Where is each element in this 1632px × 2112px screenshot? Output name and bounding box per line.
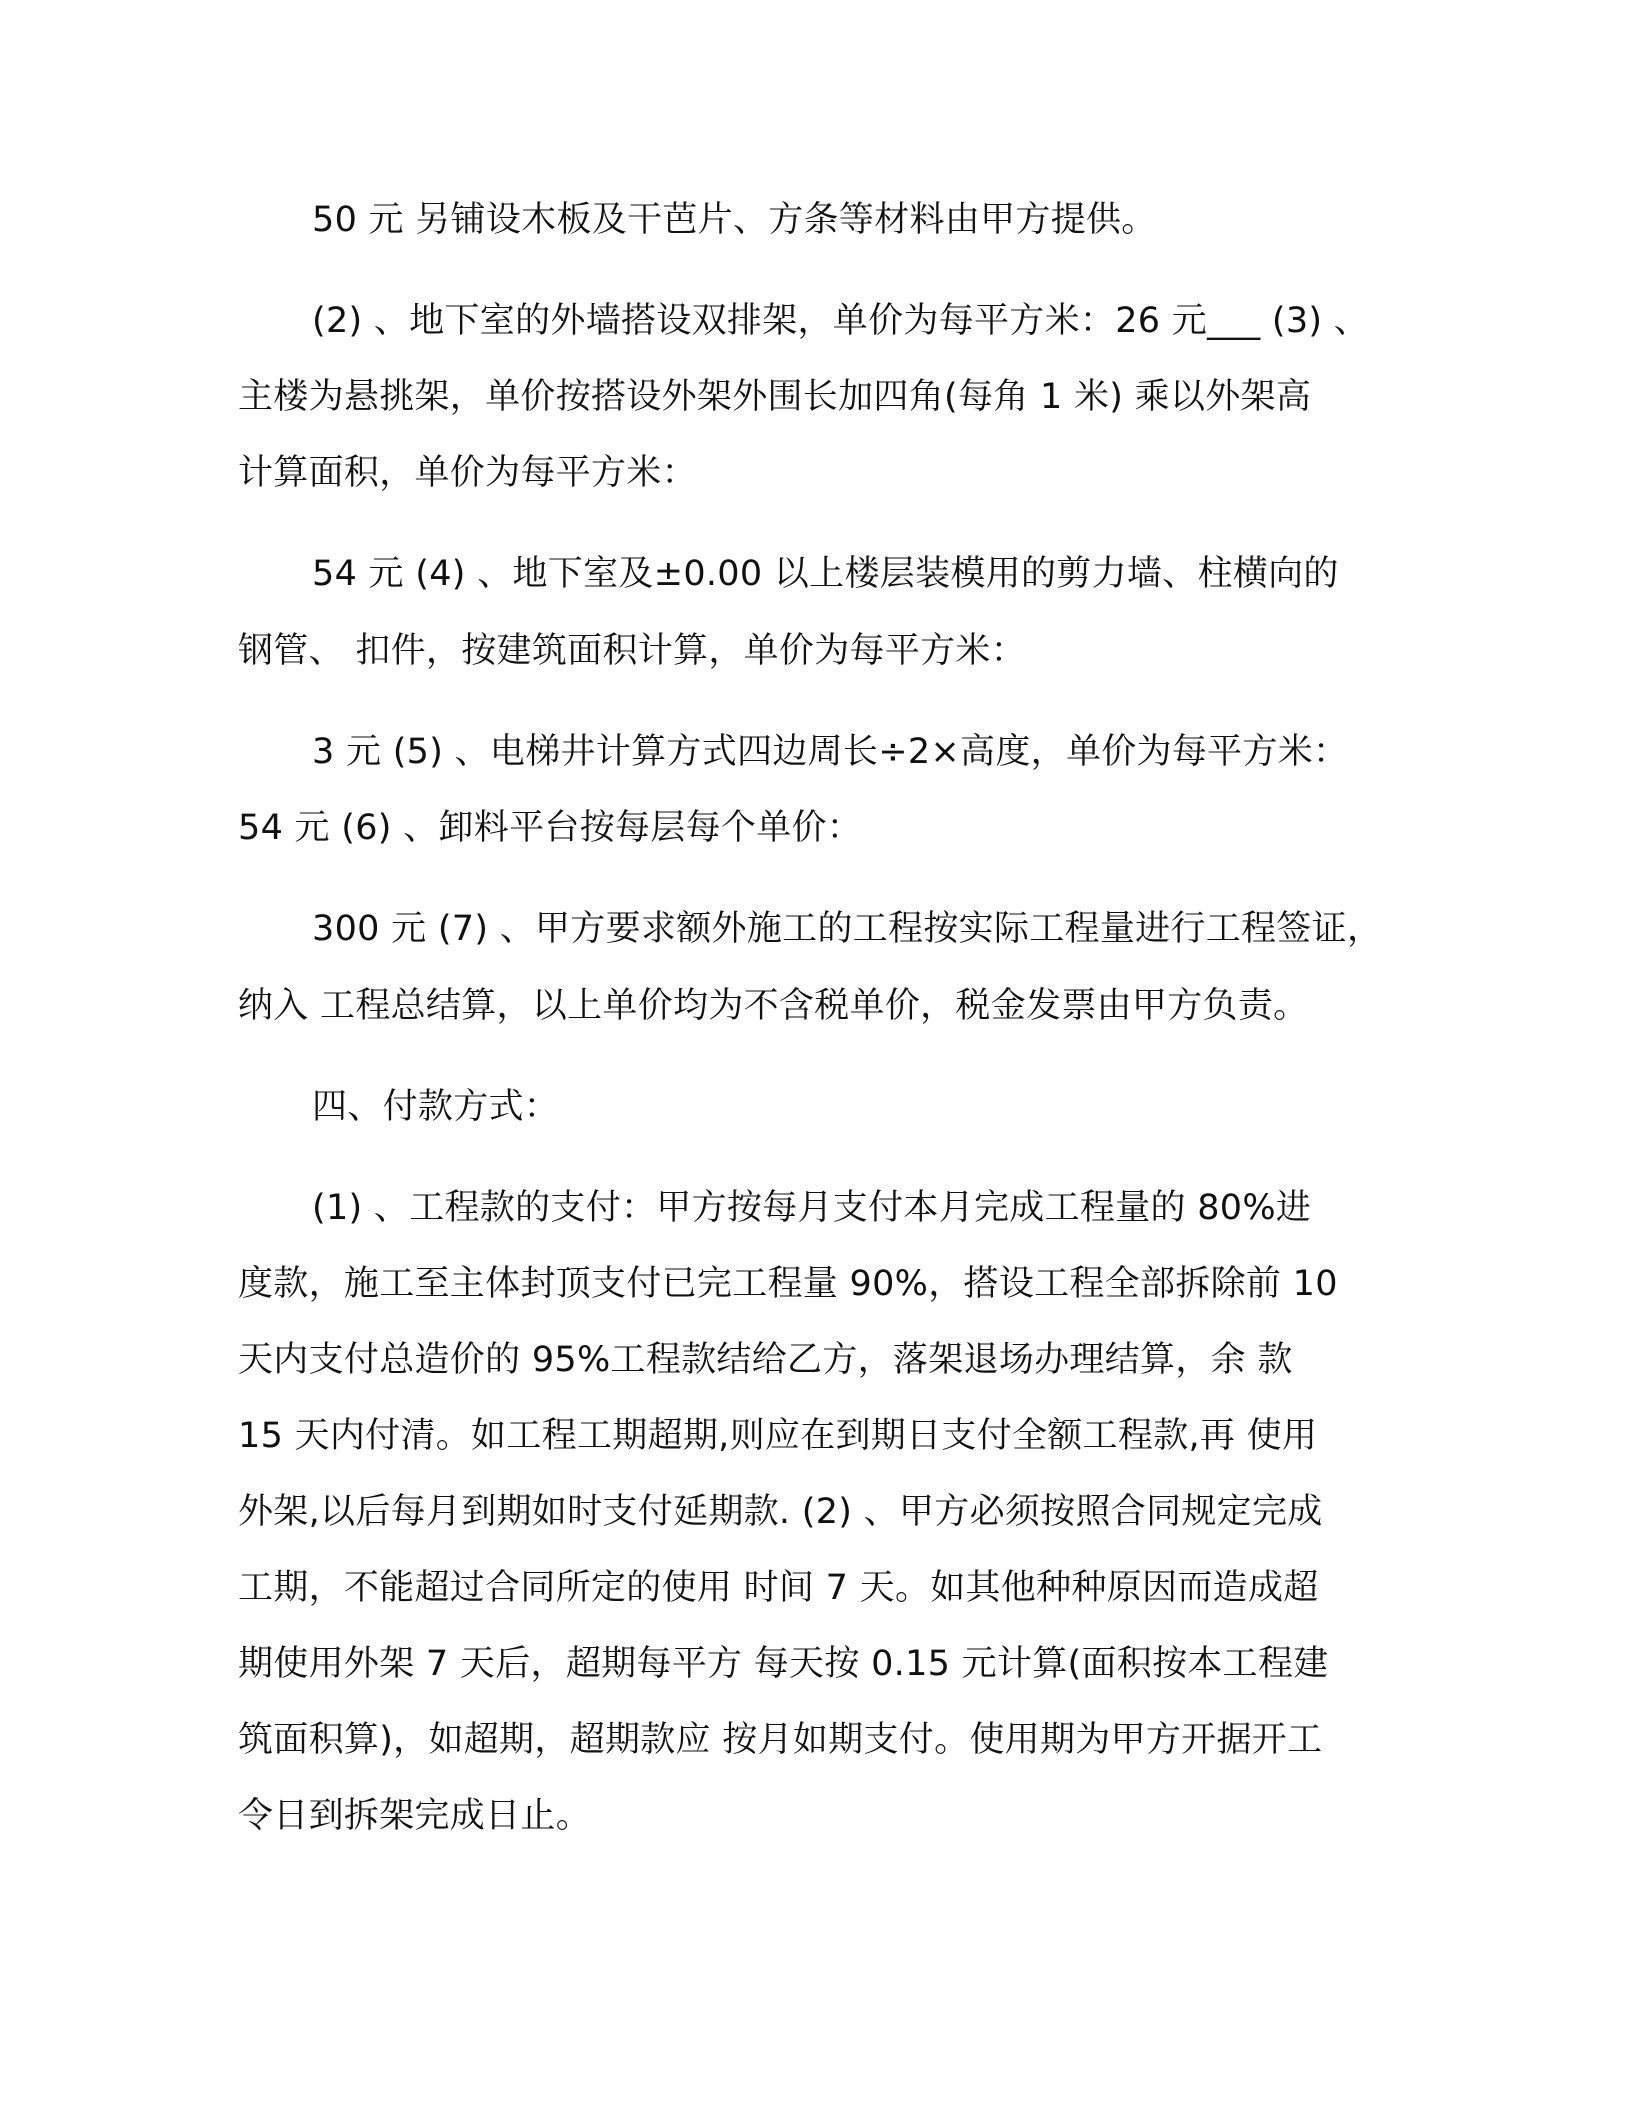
text-line: 54 元 (6) 、卸料平台按每层每个单价： [238, 808, 863, 848]
text-line: 令日到拆架完成日止。 [238, 1796, 592, 1836]
text-line: 主楼为悬挑架，单价按搭设外架外围长加四角(每角 1 米) 乘以外架高 [238, 377, 1312, 417]
text-line: 3 元 (5) 、电梯井计算方式四边周长÷2×高度，单价为每平方米： [312, 732, 1349, 772]
text-line: 50 元 另铺设木板及干芭片、方条等材料由甲方提供。 [312, 200, 1157, 240]
text-line: 纳入 工程总结算，以上单价均为不含税单价，税金发票由甲方负责。 [238, 986, 1309, 1026]
text-line: 工期，不能超过合同所定的使用 时间 7 天。如其他种种原因而造成超 [238, 1568, 1319, 1608]
text-line: (2) 、地下室的外墙搭设双排架，单价为每平方米：26 元___ (3) 、 [312, 301, 1370, 341]
text-line: (1) 、工程款的支付：甲方按每月支付本月完成工程量的 80%进 [312, 1188, 1312, 1228]
text-line: 天内支付总造价的 95%工程款结给乙方，落架退场办理结算，余 款 [238, 1340, 1293, 1380]
section-heading: 四、付款方式： [312, 1087, 560, 1127]
text-line: 钢管、 扣件，按建筑面积计算，单价为每平方米： [238, 631, 1027, 671]
text-line: 54 元 (4) 、地下室及±0.00 以上楼层装模用的剪力墙、柱横向的 [312, 554, 1339, 594]
text-line: 300 元 (7) 、甲方要求额外施工的工程按实际工程量进行工程签证， [312, 909, 1383, 949]
text-line: 筑面积算)，如超期，超期款应 按月如期支付。使用期为甲方开据开工 [238, 1720, 1323, 1760]
text-line: 外架,以后每月到期如时支付延期款. (2) 、甲方必须按照合同规定完成 [238, 1492, 1323, 1532]
text-line: 计算面积，单价为每平方米： [238, 453, 697, 493]
text-line: 15 天内付清。如工程工期超期,则应在到期日支付全额工程款,再 使用 [238, 1416, 1318, 1456]
text-line: 度款，施工至主体封顶支付已完工程量 90%，搭设工程全部拆除前 10 [238, 1264, 1338, 1304]
text-line: 期使用外架 7 天后，超期每平方 每天按 0.15 元计算(面积按本工程建 [238, 1644, 1329, 1684]
